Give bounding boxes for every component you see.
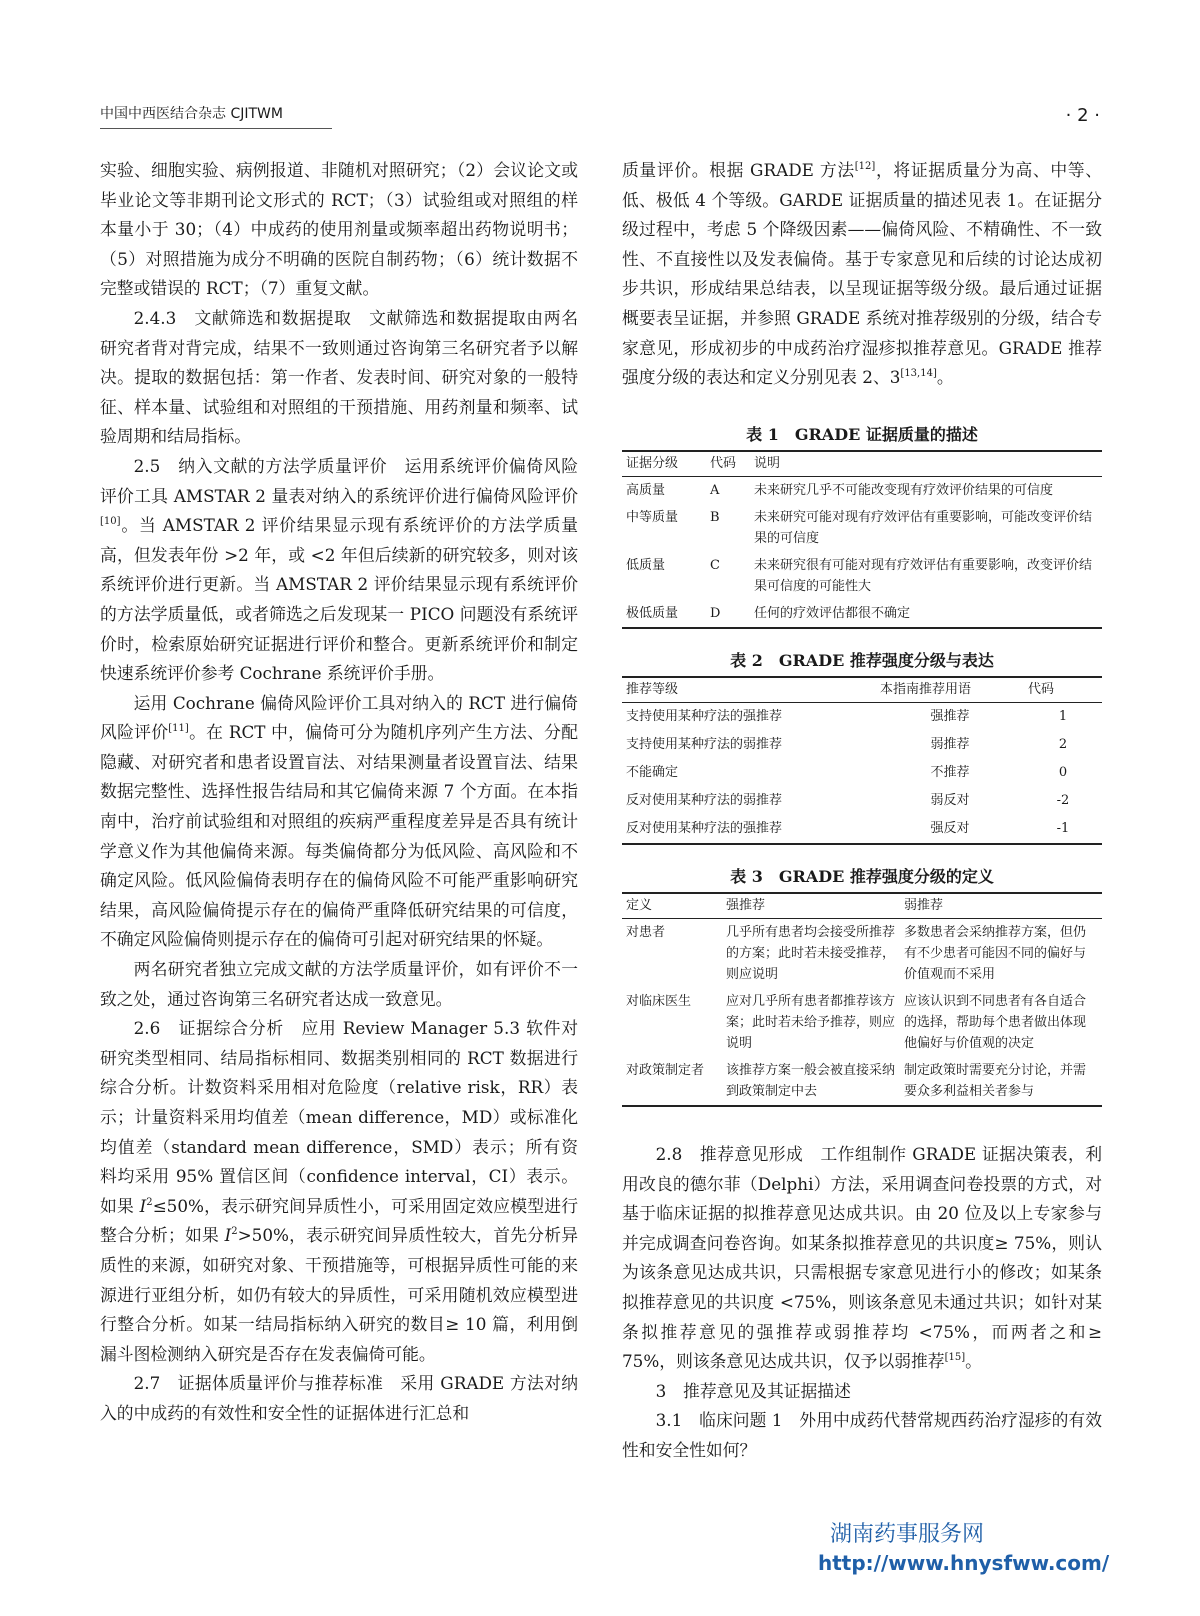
table-cell: 对临床医生 bbox=[626, 994, 692, 1009]
table-caption: 表 1 GRADE 证据质量的描述 bbox=[746, 425, 978, 444]
text-run: 质量评价。根据 GRADE 方法 bbox=[622, 160, 855, 180]
table-cell: 应该认识到不同患者有各自适合的选择，帮助每个患者做出体现他偏好与价值观的决定 bbox=[904, 994, 1087, 1051]
table-row bbox=[622, 787, 1102, 815]
paragraph bbox=[100, 689, 578, 955]
right-column-bottom bbox=[622, 1140, 1102, 1466]
citation: [13,14] bbox=[900, 368, 937, 380]
table-cell: 极低质量 bbox=[626, 606, 679, 621]
left-column bbox=[100, 156, 578, 1429]
paragraph: 实验、细胞实验、病例报道、非随机对照研究；（2）会议论文或毕业论文等非期刊论文形式的 RCT；（3）试验组或对照组的样本量小于 30；（4）中成药的使用剂量或频率超出药物说明书；（5）对照措施为成分不明确的医院自制药物；（6）统计数据不完整或错误的 RCT；（7）重复文献。 bbox=[100, 160, 578, 299]
paragraph bbox=[100, 452, 578, 689]
citation: [15] bbox=[944, 1352, 966, 1364]
text-run: 。 bbox=[936, 367, 954, 388]
watermark-title: 湖南药事服务网 bbox=[830, 1522, 985, 1547]
table-row bbox=[622, 1057, 1102, 1106]
table-row bbox=[622, 731, 1102, 759]
table-cell: 支持使用某种疗法的弱推荐 bbox=[626, 737, 783, 752]
table-caption: 表 3 GRADE 推荐强度分级的定义 bbox=[730, 867, 994, 886]
table-header: 推荐等级 bbox=[622, 677, 876, 703]
table-cell: 应对几乎所有患者都推荐该方案；此时若未给予推荐，则应说明 bbox=[726, 994, 896, 1051]
table-cell: A bbox=[710, 483, 720, 498]
paragraph: 3.1 临床问题 1 外用中成药代替常规西药治疗湿疹的有效性和安全性如何？ bbox=[622, 1410, 1102, 1460]
table-row bbox=[622, 919, 1102, 989]
table-header: 代码 bbox=[1024, 677, 1102, 703]
table-row bbox=[622, 815, 1102, 844]
text-run: 2.6 证据综合分析 应用 Review Manager 5.3 软件对研究类型相同、结局指标相同、数据类别相同的 RCT 数据进行综合分析。计数资料采用相对危险度（relative risk，RR）表示；计量资料采用均值差（mean difference，MD）或标准化均值差（standard mean difference，SMD）表示；所有资料均采用 95% 置信区间（confidence interval，CI）表示。如果 bbox=[100, 1018, 578, 1216]
text-run: 2.5 纳入文献的方法学质量评价 运用系统评价偏倚风险评价工具 AMSTAR 2 量表对纳入的系统评价进行偏倚风险评价 bbox=[100, 455, 578, 506]
table-cell: 对政策制定者 bbox=[626, 1063, 705, 1078]
text-run: 。当 AMSTAR 2 评价结果显示现有系统评价的方法学质量高，但发表年份 >2 年，或 <2 年但后续新的研究较多，则对该系统评价进行更新。当 AMSTAR 2 评价结果显示现有系统评价的方法学质量低，或者筛选之后发现某一 PICO 问题没有系统评价时，检索原始研究证据进行评价和整合。更新系统评价和制定快速系统评价参考 Cochrane 系统评价手册。 bbox=[100, 515, 578, 684]
paragraph: 2.4.3 文献筛选和数据提取 文献筛选和数据提取由两名研究者背对背完成，结果不一致则通过咨询第三名研究者予以解决。提取的数据包括：第一作者、发表时间、研究对象的一般特征、样本量、试验组和对照组的干预措施、用药剂量和频率、试验周期和结局指标。 bbox=[100, 307, 578, 447]
table-cell: -1 bbox=[1056, 821, 1070, 836]
table-cell: 强反对 bbox=[930, 821, 970, 836]
table-cell: 高质量 bbox=[626, 483, 666, 498]
table-cell: 强推荐 bbox=[930, 709, 970, 724]
text-run: ≤50%，表示研究间异质性小，可采用固定效应模型进行整合分析；如果 bbox=[100, 1195, 578, 1246]
table-cell: 反对使用某种疗法的弱推荐 bbox=[626, 793, 783, 808]
table-header: 定义 bbox=[622, 893, 722, 919]
table-row bbox=[622, 504, 1102, 552]
paragraph bbox=[622, 156, 1102, 393]
table-cell: 几乎所有患者均会接受所推荐的方案；此时若未接受推荐，则应说明 bbox=[726, 925, 896, 982]
table-header: 弱推荐 bbox=[900, 893, 1102, 919]
table-cell: 多数患者会采纳推荐方案，但仍有不少患者可能因不同的偏好与价值观而不采用 bbox=[904, 925, 1087, 982]
text-run: 运用 Cochrane 偏倚风险评价工具对纳入的 RCT 进行偏倚风险评价 bbox=[100, 692, 578, 743]
table-row bbox=[622, 759, 1102, 787]
table-row bbox=[622, 552, 1102, 600]
table-row bbox=[622, 703, 1102, 732]
superscript: 2 bbox=[146, 1196, 153, 1208]
table-cell: 未来研究很有可能对现有疗效评估有重要影响，改变评价结果可信度的可能性大 bbox=[754, 558, 1093, 594]
table-cell: 反对使用某种疗法的强推荐 bbox=[626, 821, 783, 836]
citation: [11] bbox=[168, 723, 189, 735]
table-cell: 0 bbox=[1058, 765, 1068, 780]
table-cell: 不能确定 bbox=[626, 765, 679, 780]
journal-header: 中国中西医结合杂志 CJITWM bbox=[100, 106, 332, 129]
table-1 bbox=[622, 424, 1102, 629]
i2-symbol: I bbox=[224, 1225, 232, 1246]
section-heading: 3 推荐意见及其证据描述 bbox=[655, 1380, 851, 1401]
table-cell: D bbox=[710, 606, 721, 621]
paragraph bbox=[622, 1140, 1102, 1377]
text-run: 。 bbox=[965, 1351, 982, 1372]
table-cell: 不推荐 bbox=[930, 765, 970, 780]
text-run: 2.8 推荐意见形成 工作组制作 GRADE 证据决策表，利用改良的德尔菲（Delphi）方法，采用调查问卷投票的方式，对基于临床证据的拟推荐意见达成共识。由 20 位及以上专家参与并完成调查问卷咨询。如某条拟推荐意见的共识度≥ 75%，则认为该条意见达成共识，只需根据专家意见进行小的修改；如某条拟推荐意见的共识度 <75%，则该条意见未通过共识；如针对某条拟推荐意见的强推荐或弱推荐均 <75%，而两者之和≥ 75%，则该条意见达成共识，仅予以弱推荐 bbox=[622, 1144, 1102, 1372]
i2-symbol: I bbox=[139, 1195, 147, 1216]
table-row bbox=[622, 988, 1102, 1057]
table-3 bbox=[622, 866, 1102, 1107]
superscript: 2 bbox=[231, 1226, 238, 1238]
table-header: 说明 bbox=[750, 451, 1102, 477]
table-cell: 制定政策时需要充分讨论，并需要众多利益相关者参与 bbox=[904, 1063, 1087, 1099]
table-cell: 弱反对 bbox=[930, 793, 970, 808]
table-cell: 对患者 bbox=[626, 925, 666, 940]
text-run: >50%，表示研究间异质性较大，首先分析异质性的来源，如研究对象、干预措施等，可根据异质性可能的来源进行亚组分析，如仍有较大的异质性，可采用随机效应模型进行整合分析。如某一结局指标纳入研究的数目≥ 10 篇，利用倒漏斗图检测纳入研究是否存在发表偏倚可能。 bbox=[100, 1225, 578, 1364]
table-cell: 任何的疗效评估都很不确定 bbox=[754, 606, 911, 621]
site-watermark bbox=[818, 1520, 1118, 1576]
table-row bbox=[622, 600, 1102, 628]
table-cell: 未来研究可能对现有疗效评估有重要影响，可能改变评价结果的可信度 bbox=[754, 510, 1093, 546]
page-number: · 2 · bbox=[1065, 105, 1100, 126]
text-run: 。在 RCT 中，偏倚可分为随机序列产生方法、分配隐藏、对研究者和患者设置盲法、对结果测量者设置盲法、结果数据完整性、选择性报告结局和其它偏倚来源 7 个方面。在本指南中，治疗前试验组和对照组的疾病严重程度差异是否具有统计学意义作为其他偏倚来源。每类偏倚都分为低风险、高风险和不确定风险。低风险偏倚表明存在的偏倚风险不可能严重影响研究结果，高风险偏倚提示存在的偏倚严重降低研究结果的可信度，不确定风险偏倚则提示存在的偏倚可引起对研究结果的怀疑。 bbox=[100, 722, 578, 950]
table-cell: C bbox=[710, 558, 720, 573]
table-header: 本指南推荐用语 bbox=[876, 677, 1024, 703]
table-header: 强推荐 bbox=[722, 893, 900, 919]
table-cell: B bbox=[710, 510, 720, 525]
table-row bbox=[622, 477, 1102, 505]
paragraph: 两名研究者独立完成文献的方法学质量评价，如有评价不一致之处，通过咨询第三名研究者达成一致意见。 bbox=[100, 959, 578, 1009]
table-cell: 该推荐方案一般会被直接采纳到政策制定中去 bbox=[726, 1063, 896, 1099]
paragraph bbox=[100, 1014, 578, 1369]
right-column-top bbox=[622, 156, 1102, 393]
table-cell: 弱推荐 bbox=[930, 737, 970, 752]
table-header: 证据分级 bbox=[622, 451, 706, 477]
table-caption: 表 2 GRADE 推荐强度分级与表达 bbox=[730, 651, 994, 670]
paragraph: 2.7 证据体质量评价与推荐标准 采用 GRADE 方法对纳入的中成药的有效性和安全性的证据体进行汇总和 bbox=[100, 1373, 578, 1423]
table-cell: 低质量 bbox=[626, 558, 666, 573]
table-cell: 中等质量 bbox=[626, 510, 679, 525]
table-2 bbox=[622, 650, 1102, 845]
citation: [10] bbox=[100, 516, 121, 528]
table-cell: 2 bbox=[1058, 737, 1068, 752]
watermark-url: http://www.hnysfww.com/ bbox=[818, 1551, 1110, 1575]
text-run: ，将证据质量分为高、中等、低、极低 4 个等级。GARDE 证据质量的描述见表 1。在证据分级过程中，考虑 5 个降级因素——偏倚风险、不精确性、不一致性、不直接性以及发表偏倚。基于专家意见和后续的讨论达成初步共识，形成结果总结表，以呈现证据等级分级。最后通过证据概要表呈证据，并参照 GRADE 系统对推荐级别的分级，结合专家意见，形成初步的中成药治疗湿疹拟推荐意见。GRADE 推荐强度分级的表达和定义分别见表 2、3 bbox=[622, 160, 1102, 388]
table-cell: 1 bbox=[1058, 709, 1068, 724]
table-cell: 支持使用某种疗法的强推荐 bbox=[626, 709, 783, 724]
table-cell: -2 bbox=[1056, 793, 1070, 808]
table-header: 代码 bbox=[706, 451, 750, 477]
citation: [12] bbox=[854, 161, 876, 172]
table-cell: 未来研究几乎不可能改变现有疗效评价结果的可信度 bbox=[754, 483, 1054, 498]
